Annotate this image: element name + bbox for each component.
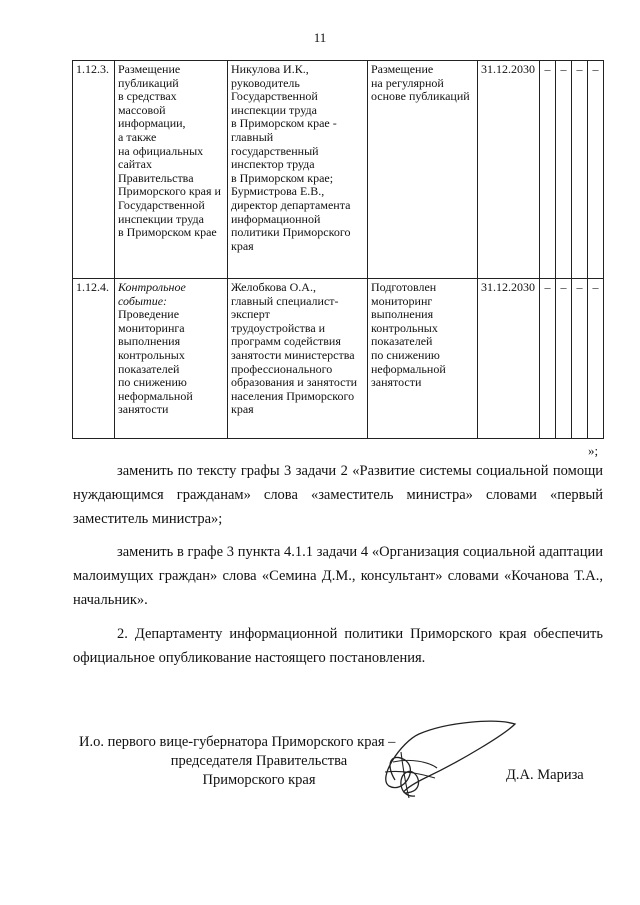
responsible-text: Желобкова О.А., главный специалист- эксперт трудоустройства и программ содействия занятости министерства профессионального образования и занятости населения Приморского края (231, 280, 358, 417)
measure-cell (115, 61, 228, 279)
signatory-title-line: И.о. первого вице-губернатора Приморского края – (79, 734, 396, 750)
measure-cell (115, 279, 228, 439)
handwritten-signature (355, 712, 525, 802)
control-event-label: Контрольное событие: (118, 280, 186, 308)
responsible-cell (228, 61, 368, 279)
result-text: Подготовлен мониторинг выполнения контрольных показателей по снижению неформальной занятости (371, 280, 446, 390)
amendment-paragraph: заменить в графе 3 пункта 4.1.1 задачи 4 «Организация социальной адаптации малоимущих граждан» слова «Семина Д.М., консультант» словами «Кочанова Т.А., начальник». (73, 544, 603, 608)
responsible-cell (228, 279, 368, 439)
page-number: 11 (313, 30, 327, 45)
closing-quote: »; (588, 443, 599, 458)
funding-cell: – (572, 279, 588, 439)
deadline-cell: 31.12.2030 (478, 61, 540, 279)
table-row (73, 279, 604, 439)
responsible-text: Никулова И.К., руководитель Государственной инспекции труда в Приморском крае - главный государственный инспектор труда в Приморском крае; Бурмистрова Е.В., директор департамента информационной политики Приморского края (231, 62, 351, 253)
row-number: 1.12.3. (73, 61, 115, 279)
measure-text: Проведение мониторинга выполнения контрольных показателей по снижению неформальной занятости (118, 307, 193, 417)
amendment-paragraph: заменить по тексту графы 3 задачи 2 «Развитие системы социальной помощи нуждающимся гражданам» слова «заместитель министра» словами «первый заместитель министра»; (73, 463, 603, 527)
deadline-cell: 31.12.2030 (478, 279, 540, 439)
result-cell (368, 279, 478, 439)
measure-text: Размещение публикаций в средствах массовой информации, а также на официальных сайтах Правительства Приморского края и Государственной инспекции труда в Приморском крае (118, 62, 221, 240)
funding-cell: – (572, 61, 588, 279)
instruction-paragraph: 2. Департаменту информационной политики Приморского края обеспечить официальное опубликование настоящего постановления. (73, 626, 603, 666)
signatory-title-line: председателя Правительства (170, 753, 348, 769)
funding-cell: – (556, 279, 572, 439)
plan-table (72, 60, 604, 439)
signatory-title-line: Приморского края (202, 772, 316, 788)
funding-cell: – (556, 61, 572, 279)
result-text: Размещение на регулярной основе публикаций (371, 62, 470, 104)
funding-cell: – (540, 61, 556, 279)
funding-cell: – (540, 279, 556, 439)
funding-cell: – (588, 279, 604, 439)
row-number: 1.12.4. (73, 279, 115, 439)
result-cell (368, 61, 478, 279)
funding-cell: – (588, 61, 604, 279)
table-row (73, 61, 604, 279)
signatory-name: Д.А. Мариза (506, 767, 584, 783)
